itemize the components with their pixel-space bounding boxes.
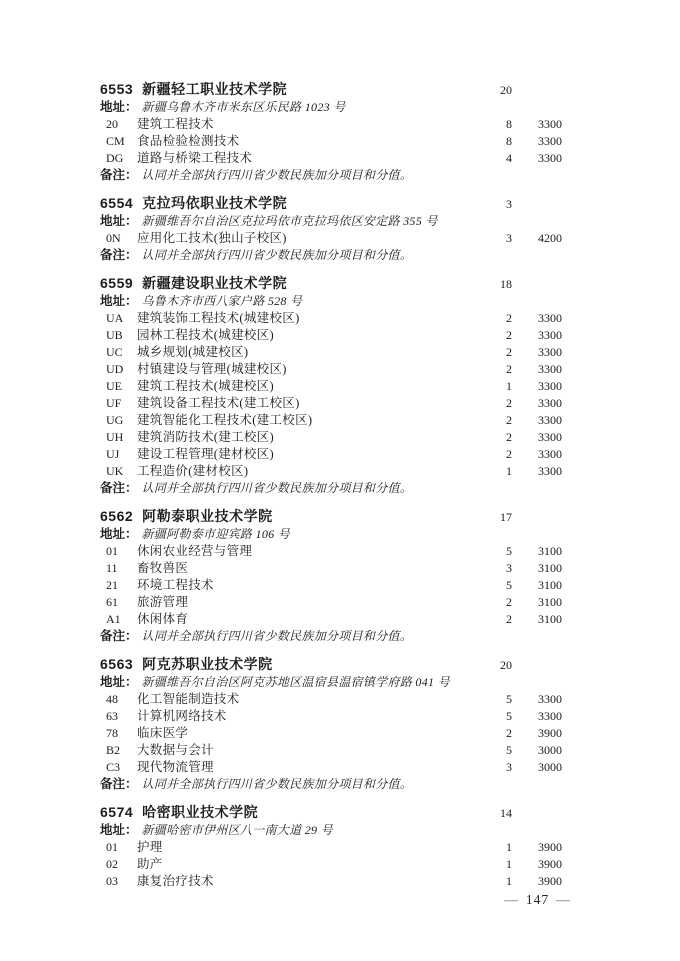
address-text: 新疆维吾尔自治区阿克苏地区温宿县温宿镇学府路 041 号: [141, 675, 450, 689]
major-name: 助产: [137, 857, 163, 871]
major-name: 化工智能制造技术: [137, 692, 240, 706]
major-row: [100, 725, 562, 742]
major-fee: 3300: [538, 447, 562, 461]
major-name: 建设工程管理(建材校区): [137, 447, 274, 461]
major-name: 畜牧兽医: [137, 561, 189, 575]
major-quota: 2: [506, 396, 512, 410]
note-text: 认同并全部执行四川省少数民族加分项目和分值。: [141, 629, 413, 643]
major-row: [100, 594, 562, 611]
major-quota: 8: [506, 117, 512, 131]
major-fee: 3100: [538, 544, 562, 558]
school-name: 阿克苏职业技术学院: [142, 656, 273, 672]
address-text: 乌鲁木齐市西八家户路 528 号: [141, 294, 303, 308]
major-quota: 2: [506, 413, 512, 427]
major-row: [100, 577, 562, 594]
address-text: 新疆乌鲁木齐市米东区乐民路 1023 号: [141, 100, 346, 114]
major-row: [100, 327, 562, 344]
major-quota: 2: [506, 612, 512, 626]
major-quota: 4: [506, 151, 512, 165]
major-fee: 4200: [538, 231, 562, 245]
school-name: 哈密职业技术学院: [142, 804, 259, 820]
school-total: 3: [506, 197, 512, 211]
major-fee: 3100: [538, 578, 562, 592]
major-fee: 3300: [538, 151, 562, 165]
major-code: UJ: [106, 447, 120, 461]
note-label: 备注：: [100, 481, 138, 495]
school-list: [100, 80, 562, 900]
school-total: 14: [500, 806, 512, 820]
major-row: [100, 116, 562, 133]
school-block: [100, 80, 562, 184]
major-fee: 3300: [538, 311, 562, 325]
major-name: 建筑装饰工程技术(城建校区): [137, 311, 300, 325]
school-code: 6562: [100, 508, 134, 524]
note-label: 备注：: [100, 629, 138, 643]
major-fee: 3000: [538, 743, 562, 757]
major-name: 计算机网络技术: [137, 709, 227, 723]
major-code: C3: [106, 760, 121, 774]
major-name: 村镇建设与管理(城建校区): [137, 362, 287, 376]
major-code: 0N: [106, 231, 121, 245]
major-code: UE: [106, 379, 122, 393]
major-quota: 5: [506, 578, 512, 592]
major-name: 园林工程技术(城建校区): [137, 328, 274, 342]
note-row: [100, 247, 562, 264]
school-code: 6563: [100, 656, 134, 672]
major-quota: 1: [506, 857, 512, 871]
major-code: 01: [106, 840, 118, 854]
major-name: 城乡规划(城建校区): [137, 345, 249, 359]
major-fee: 3900: [538, 874, 562, 888]
address-label: 地址：: [100, 675, 138, 689]
major-fee: 3300: [538, 430, 562, 444]
school-name: 新疆建设职业技术学院: [142, 275, 288, 291]
major-fee: 3100: [538, 595, 562, 609]
major-row: [100, 560, 562, 577]
major-fee: 3300: [538, 396, 562, 410]
major-fee: 3300: [538, 692, 562, 706]
major-row: [100, 395, 562, 412]
note-text: 认同并全部执行四川省少数民族加分项目和分值。: [141, 248, 413, 262]
school-block: [100, 507, 562, 645]
major-row: [100, 150, 562, 167]
major-name: 休闲体育: [137, 612, 189, 626]
major-name: 旅游管理: [137, 595, 189, 609]
address-row: [100, 293, 562, 310]
major-quota: 1: [506, 379, 512, 393]
page-number: 147: [525, 892, 550, 907]
major-row: [100, 463, 562, 480]
major-name: 护理: [137, 840, 163, 854]
major-name: 建筑智能化工程技术(建工校区): [137, 413, 313, 427]
school-code: 6553: [100, 81, 134, 97]
major-code: 78: [106, 726, 118, 740]
major-fee: 3000: [538, 760, 562, 774]
note-text: 认同并全部执行四川省少数民族加分项目和分值。: [141, 481, 413, 495]
major-fee: 3300: [538, 413, 562, 427]
note-label: 备注：: [100, 168, 138, 182]
major-quota: 3: [506, 561, 512, 575]
address-label: 地址：: [100, 294, 138, 308]
major-name: 休闲农业经营与管理: [137, 544, 253, 558]
school-header-row: [100, 194, 562, 213]
school-total: 18: [500, 277, 512, 291]
major-code: 11: [106, 561, 118, 575]
note-label: 备注：: [100, 777, 138, 791]
major-name: 康复治疗技术: [137, 874, 214, 888]
address-text: 新疆哈密市伊州区八一南大道 29 号: [141, 823, 333, 837]
note-row: [100, 167, 562, 184]
note-text: 认同并全部执行四川省少数民族加分项目和分值。: [141, 777, 413, 791]
major-quota: 3: [506, 760, 512, 774]
major-fee: 3300: [538, 134, 562, 148]
major-code: UA: [106, 311, 124, 325]
note-row: [100, 628, 562, 645]
major-code: UC: [106, 345, 123, 359]
major-fee: 3900: [538, 726, 562, 740]
major-code: UD: [106, 362, 124, 376]
footer-dash-left: —: [504, 892, 519, 907]
major-row: [100, 856, 562, 873]
major-code: 03: [106, 874, 118, 888]
major-name: 建筑消防技术(建工校区): [137, 430, 274, 444]
major-row: [100, 759, 562, 776]
major-name: 大数据与会计: [137, 743, 214, 757]
major-name: 临床医学: [137, 726, 189, 740]
major-row: [100, 691, 562, 708]
school-name: 新疆轻工职业技术学院: [142, 81, 288, 97]
major-row: [100, 446, 562, 463]
major-name: 建筑设备工程技术(建工校区): [137, 396, 300, 410]
major-code: UK: [106, 464, 124, 478]
major-name: 食品检验检测技术: [137, 134, 240, 148]
address-label: 地址：: [100, 823, 138, 837]
note-row: [100, 776, 562, 793]
major-quota: 5: [506, 743, 512, 757]
major-code: B2: [106, 743, 121, 757]
major-row: [100, 839, 562, 856]
major-quota: 2: [506, 328, 512, 342]
major-code: 48: [106, 692, 118, 706]
major-quota: 2: [506, 726, 512, 740]
major-code: UG: [106, 413, 124, 427]
major-code: 01: [106, 544, 118, 558]
major-quota: 1: [506, 874, 512, 888]
school-header-row: [100, 803, 562, 822]
major-row: [100, 429, 562, 446]
major-quota: 5: [506, 544, 512, 558]
major-quota: 2: [506, 362, 512, 376]
school-code: 6554: [100, 195, 134, 211]
major-quota: 1: [506, 464, 512, 478]
address-row: [100, 213, 562, 230]
major-row: [100, 873, 562, 890]
major-fee: 3300: [538, 345, 562, 359]
address-row: [100, 526, 562, 543]
major-fee: 3900: [538, 840, 562, 854]
major-row: [100, 412, 562, 429]
major-quota: 2: [506, 345, 512, 359]
major-name: 道路与桥梁工程技术: [137, 151, 253, 165]
major-fee: 3300: [538, 328, 562, 342]
major-row: [100, 310, 562, 327]
school-code: 6574: [100, 804, 134, 820]
address-text: 新疆维吾尔自治区克拉玛依市克拉玛依区安定路 355 号: [141, 214, 438, 228]
school-total: 20: [500, 658, 512, 672]
major-row: [100, 543, 562, 560]
note-row: [100, 480, 562, 497]
major-name: 现代物流管理: [137, 760, 214, 774]
major-row: [100, 378, 562, 395]
major-code: UH: [106, 430, 124, 444]
school-header-row: [100, 655, 562, 674]
major-fee: 3100: [538, 612, 562, 626]
major-code: 02: [106, 857, 118, 871]
major-quota: 5: [506, 709, 512, 723]
major-code: 61: [106, 595, 118, 609]
major-code: DG: [106, 151, 124, 165]
major-code: 63: [106, 709, 118, 723]
major-quota: 5: [506, 692, 512, 706]
address-row: [100, 822, 562, 839]
major-quota: 8: [506, 134, 512, 148]
major-name: 建筑工程技术: [137, 117, 214, 131]
major-code: CM: [106, 134, 125, 148]
major-name: 工程造价(建材校区): [137, 464, 249, 478]
note-label: 备注：: [100, 248, 138, 262]
major-row: [100, 708, 562, 725]
major-quota: 2: [506, 311, 512, 325]
major-row: [100, 344, 562, 361]
major-name: 应用化工技术(独山子校区): [137, 231, 287, 245]
school-block: [100, 194, 562, 264]
major-quota: 3: [506, 231, 512, 245]
school-code: 6559: [100, 275, 134, 291]
address-row: [100, 99, 562, 116]
major-quota: 2: [506, 595, 512, 609]
major-row: [100, 133, 562, 150]
address-label: 地址：: [100, 214, 138, 228]
major-quota: 2: [506, 430, 512, 444]
major-fee: 3300: [538, 117, 562, 131]
major-fee: 3300: [538, 709, 562, 723]
major-code: A1: [106, 612, 121, 626]
school-block: [100, 655, 562, 793]
school-header-row: [100, 507, 562, 526]
major-name: 建筑工程技术(城建校区): [137, 379, 274, 393]
major-fee: 3300: [538, 464, 562, 478]
school-header-row: [100, 80, 562, 99]
school-name: 克拉玛依职业技术学院: [142, 195, 288, 211]
school-block: [100, 274, 562, 497]
major-quota: 1: [506, 840, 512, 854]
major-code: UF: [106, 396, 122, 410]
note-text: 认同并全部执行四川省少数民族加分项目和分值。: [141, 168, 413, 182]
major-row: [100, 230, 562, 247]
footer-dash-right: —: [556, 892, 571, 907]
school-block: [100, 803, 562, 890]
address-label: 地址：: [100, 527, 138, 541]
major-fee: 3900: [538, 857, 562, 871]
address-label: 地址：: [100, 100, 138, 114]
major-row: [100, 742, 562, 759]
school-header-row: [100, 274, 562, 293]
school-name: 阿勒泰职业技术学院: [142, 508, 273, 524]
school-total: 17: [500, 510, 512, 524]
major-quota: 2: [506, 447, 512, 461]
major-code: UB: [106, 328, 123, 342]
major-fee: 3100: [538, 561, 562, 575]
major-fee: 3300: [538, 362, 562, 376]
school-total: 20: [500, 83, 512, 97]
major-fee: 3300: [538, 379, 562, 393]
page-footer: [470, 892, 605, 908]
major-code: 20: [106, 117, 118, 131]
major-row: [100, 361, 562, 378]
major-row: [100, 611, 562, 628]
major-code: 21: [106, 578, 118, 592]
major-name: 环境工程技术: [137, 578, 214, 592]
address-row: [100, 674, 562, 691]
address-text: 新疆阿勒泰市迎宾路 106 号: [141, 527, 291, 541]
